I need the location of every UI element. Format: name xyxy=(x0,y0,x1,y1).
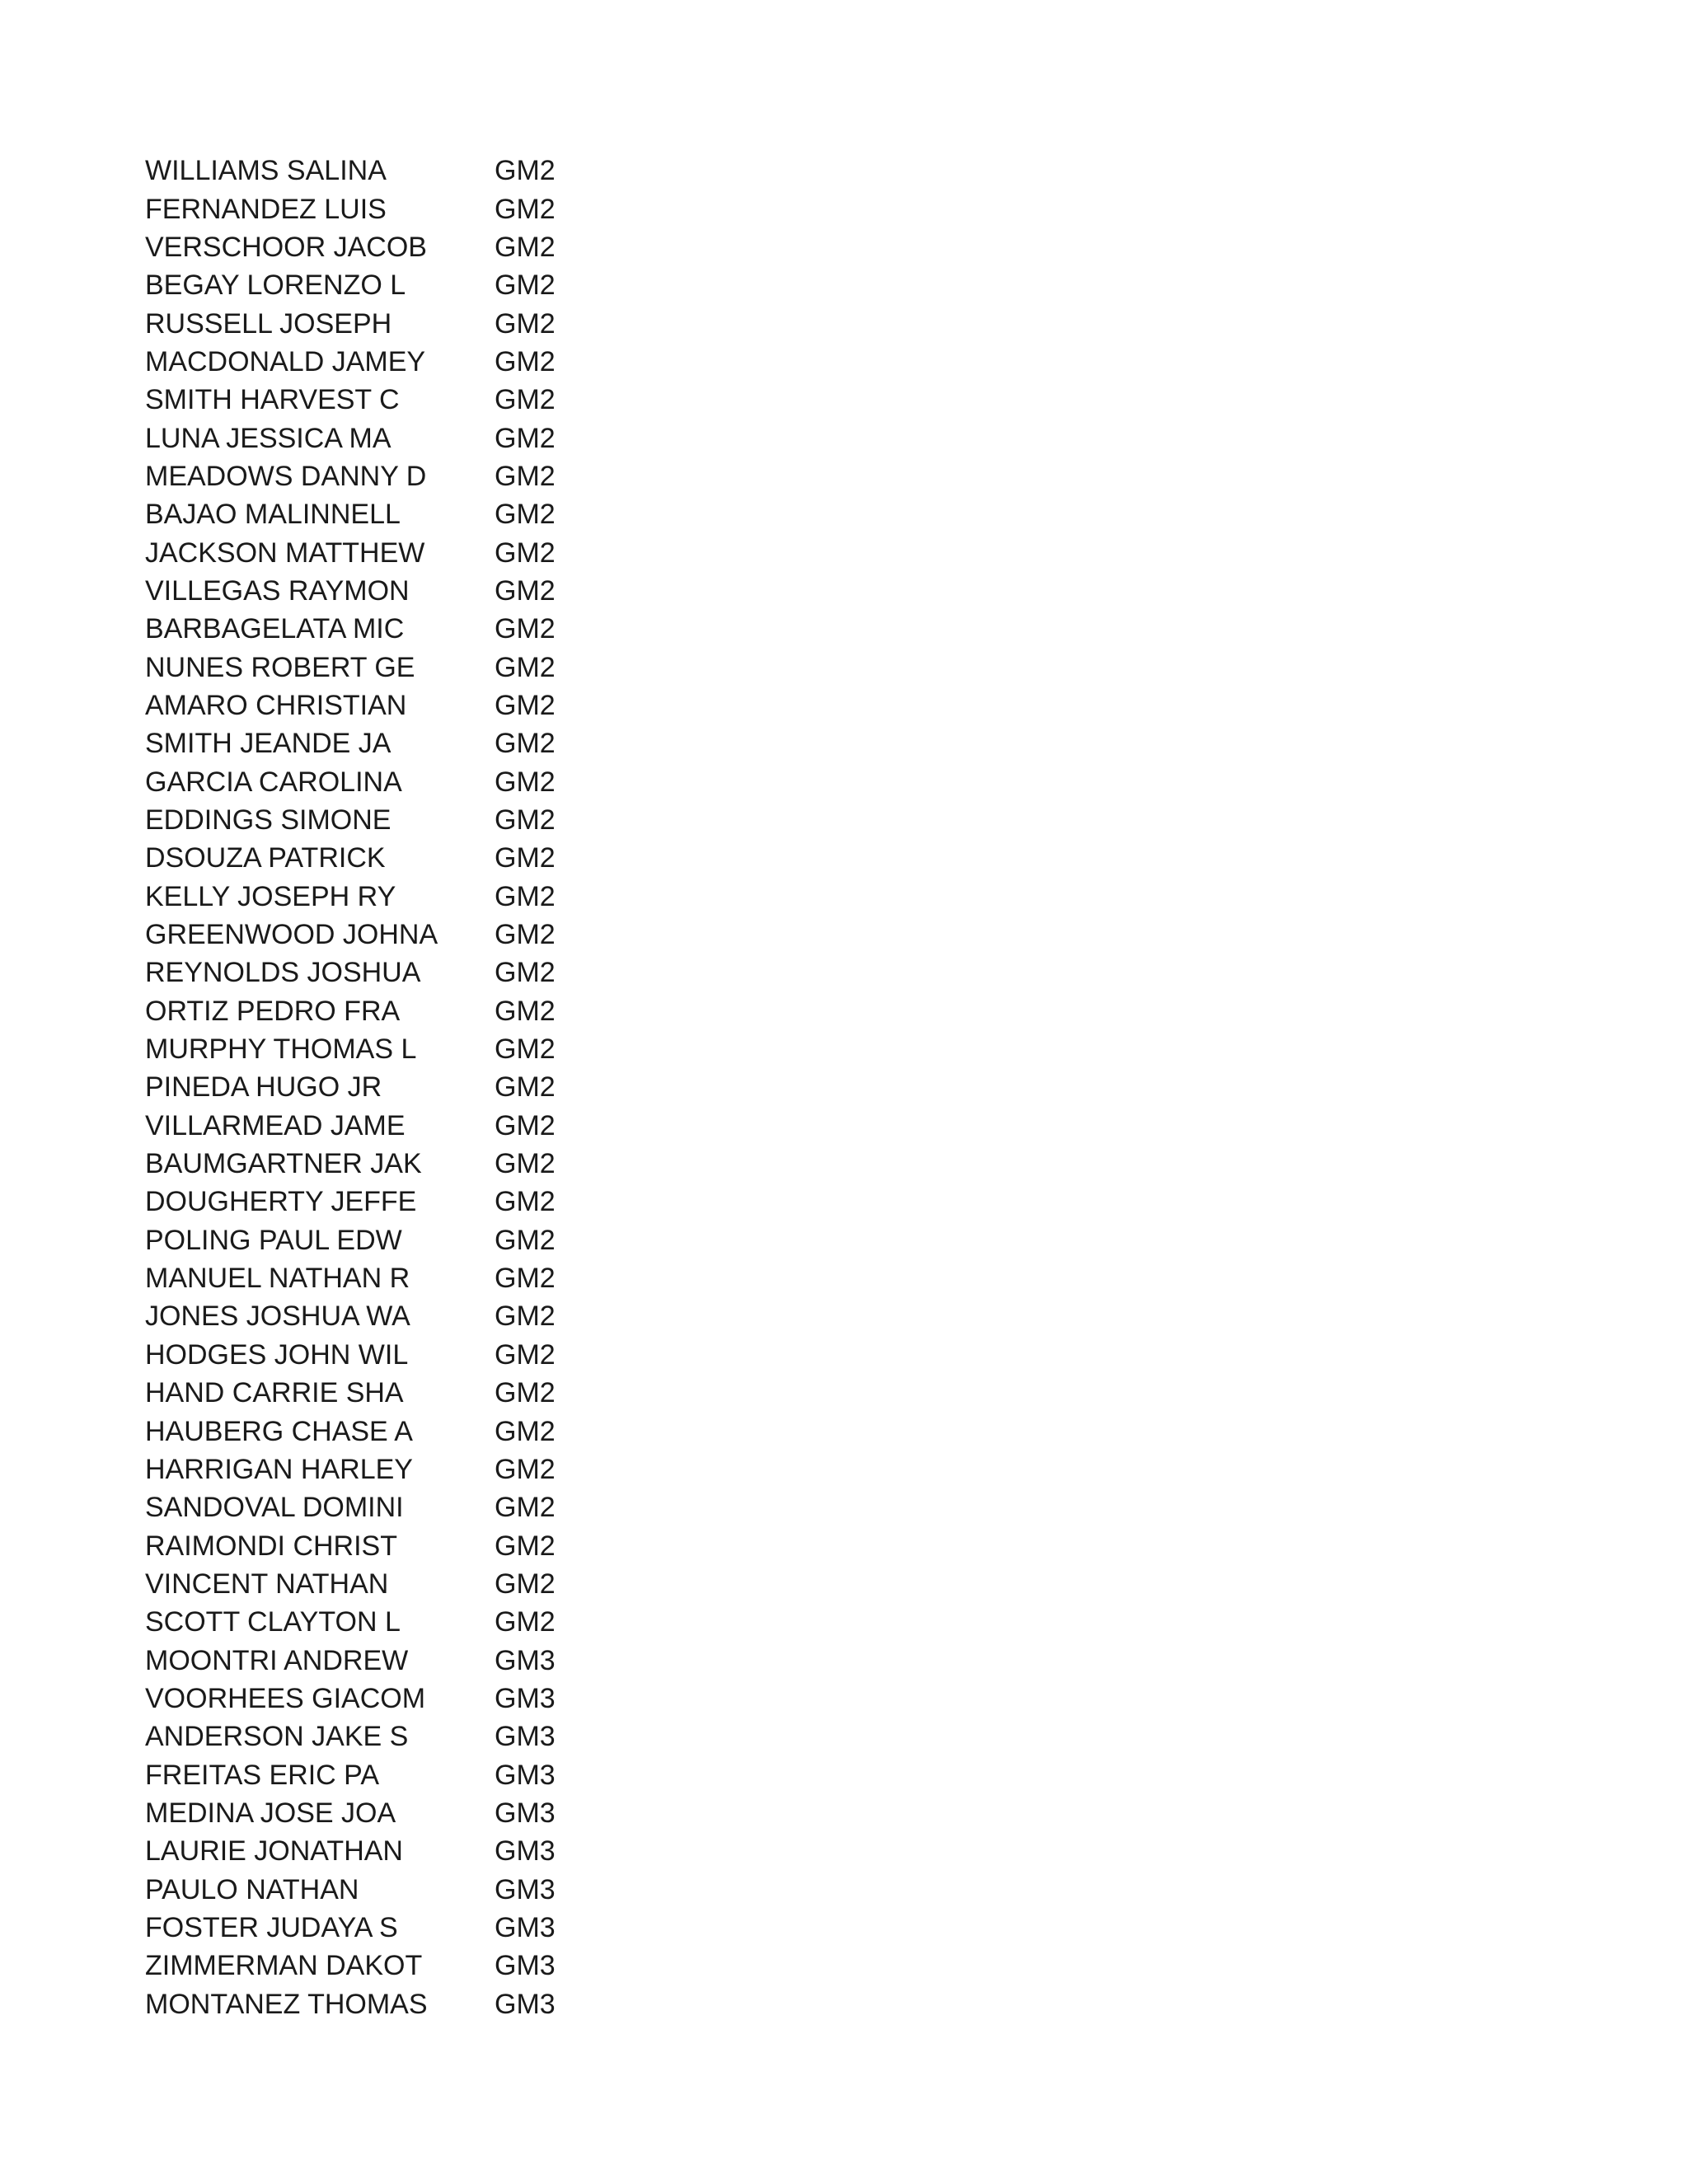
employee-grade: GM3 xyxy=(495,1988,556,2020)
employee-name: BAUMGARTNER JAK xyxy=(145,1148,422,1180)
list-item xyxy=(145,381,722,419)
employee-grade: GM2 xyxy=(495,1224,556,1256)
employee-grade: GM3 xyxy=(495,1721,556,1753)
list-item xyxy=(145,687,722,724)
employee-name: BAJAO MALINNELL xyxy=(145,499,401,531)
list-item xyxy=(145,724,722,762)
employee-name: SMITH JEANDE JA xyxy=(145,728,392,760)
list-item xyxy=(145,610,722,648)
employee-grade: GM3 xyxy=(495,1911,556,1943)
list-item xyxy=(145,916,722,954)
list-item xyxy=(145,1909,722,1947)
employee-grade: GM2 xyxy=(495,1453,556,1485)
list-item xyxy=(145,1526,722,1564)
employee-grade: GM2 xyxy=(495,460,556,492)
employee-name: MACDONALD JAMEY xyxy=(145,345,426,377)
employee-name: MOONTRI ANDREW xyxy=(145,1644,409,1676)
employee-name: BEGAY LORENZO L xyxy=(145,269,406,302)
list-item xyxy=(145,801,722,839)
employee-grade: GM2 xyxy=(495,957,556,989)
employee-name: HAUBERG CHASE A xyxy=(145,1415,413,1447)
list-item xyxy=(145,839,722,877)
list-item xyxy=(145,1374,722,1412)
employee-name: ZIMMERMAN DAKOT xyxy=(145,1950,423,1982)
employee-grade: GM2 xyxy=(495,766,556,798)
employee-name: DSOUZA PATRICK xyxy=(145,842,386,874)
employee-grade: GM2 xyxy=(495,345,556,377)
list-item xyxy=(145,1985,722,2023)
employee-name: JACKSON MATTHEW xyxy=(145,537,425,569)
employee-name: WILLIAMS SALINA xyxy=(145,155,387,187)
list-item xyxy=(145,1107,722,1145)
list-item xyxy=(145,1221,722,1259)
employee-name: EDDINGS SIMONE xyxy=(145,804,392,837)
employee-name: BARBAGELATA MIC xyxy=(145,613,405,645)
list-item xyxy=(145,1451,722,1488)
employee-name: HODGES JOHN WIL xyxy=(145,1338,409,1371)
employee-grade: GM2 xyxy=(495,193,556,225)
employee-grade: GM2 xyxy=(495,880,556,912)
employee-grade: GM2 xyxy=(495,919,556,951)
employee-grade: GM2 xyxy=(495,231,556,263)
employee-name: DOUGHERTY JEFFE xyxy=(145,1186,417,1218)
list-item xyxy=(145,1947,722,1985)
employee-name: HAND CARRIE SHA xyxy=(145,1377,404,1409)
list-item xyxy=(145,1870,722,1908)
employee-name: VOORHEES GIACOM xyxy=(145,1682,426,1714)
employee-name: VINCENT NATHAN xyxy=(145,1568,389,1600)
employee-grade: GM3 xyxy=(495,1644,556,1676)
list-item xyxy=(145,1183,722,1221)
employee-name: SMITH HARVEST C xyxy=(145,384,400,416)
employee-grade: GM2 xyxy=(495,307,556,340)
list-item xyxy=(145,1832,722,1870)
employee-grade: GM2 xyxy=(495,537,556,569)
list-item xyxy=(145,1680,722,1718)
employee-name: LAURIE JONATHAN xyxy=(145,1835,403,1868)
list-item xyxy=(145,648,722,686)
employee-name: FREITAS ERIC PA xyxy=(145,1759,380,1791)
list-item xyxy=(145,572,722,610)
employee-name: MEADOWS DANNY D xyxy=(145,460,427,492)
list-item xyxy=(145,1794,722,1832)
employee-grade: GM2 xyxy=(495,804,556,837)
list-item xyxy=(145,190,722,227)
list-item xyxy=(145,878,722,916)
employee-grade: GM2 xyxy=(495,689,556,721)
employee-grade: GM2 xyxy=(495,995,556,1027)
list-item xyxy=(145,533,722,571)
employee-name: AMARO CHRISTIAN xyxy=(145,689,407,721)
list-item xyxy=(145,992,722,1030)
employee-grade: GM2 xyxy=(495,728,556,760)
employee-name: MANUEL NATHAN R xyxy=(145,1263,410,1295)
employee-grade: GM2 xyxy=(495,1492,556,1524)
list-item xyxy=(145,228,722,266)
list-item xyxy=(145,1336,722,1374)
employee-grade: GM3 xyxy=(495,1797,556,1829)
employee-name: SANDOVAL DOMINI xyxy=(145,1492,404,1524)
list-item xyxy=(145,954,722,991)
employee-name: VERSCHOOR JACOB xyxy=(145,231,427,263)
employee-grade: GM3 xyxy=(495,1835,556,1868)
employee-grade: GM2 xyxy=(495,269,556,302)
roster-list xyxy=(145,152,722,2023)
employee-grade: GM2 xyxy=(495,1568,556,1600)
employee-name: JONES JOSHUA WA xyxy=(145,1301,410,1333)
employee-name: KELLY JOSEPH RY xyxy=(145,880,396,912)
employee-grade: GM2 xyxy=(495,842,556,874)
employee-name: ORTIZ PEDRO FRA xyxy=(145,995,401,1027)
list-item xyxy=(145,343,722,381)
employee-name: VILLEGAS RAYMON xyxy=(145,574,410,607)
employee-name: GREENWOOD JOHNA xyxy=(145,919,438,951)
employee-grade: GM2 xyxy=(495,1301,556,1333)
list-item xyxy=(145,1259,722,1297)
list-item xyxy=(145,266,722,304)
employee-name: LUNA JESSICA MA xyxy=(145,422,392,454)
list-item xyxy=(145,1297,722,1335)
employee-grade: GM2 xyxy=(495,1530,556,1562)
employee-grade: GM2 xyxy=(495,1109,556,1141)
employee-grade: GM2 xyxy=(495,155,556,187)
list-item xyxy=(145,1755,722,1793)
employee-name: SCOTT CLAYTON L xyxy=(145,1606,401,1638)
employee-grade: GM2 xyxy=(495,499,556,531)
employee-name: MEDINA JOSE JOA xyxy=(145,1797,396,1829)
employee-grade: GM2 xyxy=(495,1071,556,1104)
employee-grade: GM2 xyxy=(495,1377,556,1409)
employee-grade: GM2 xyxy=(495,1263,556,1295)
employee-name: PAULO NATHAN xyxy=(145,1873,359,1905)
employee-name: PINEDA HUGO JR xyxy=(145,1071,382,1104)
employee-grade: GM3 xyxy=(495,1759,556,1791)
employee-grade: GM2 xyxy=(495,1148,556,1180)
employee-grade: GM2 xyxy=(495,613,556,645)
list-item xyxy=(145,1145,722,1183)
employee-grade: GM2 xyxy=(495,574,556,607)
employee-grade: GM3 xyxy=(495,1682,556,1714)
employee-name: MURPHY THOMAS L xyxy=(145,1033,417,1066)
employee-name: REYNOLDS JOSHUA xyxy=(145,957,421,989)
employee-name: MONTANEZ THOMAS xyxy=(145,1988,428,2020)
list-item xyxy=(145,1718,722,1755)
list-item xyxy=(145,495,722,533)
employee-name: POLING PAUL EDW xyxy=(145,1224,402,1256)
list-item xyxy=(145,1603,722,1641)
employee-name: GARCIA CAROLINA xyxy=(145,766,402,798)
employee-name: RUSSELL JOSEPH xyxy=(145,307,392,340)
employee-name: FERNANDEZ LUIS xyxy=(145,193,387,225)
employee-grade: GM2 xyxy=(495,1415,556,1447)
employee-grade: GM2 xyxy=(495,651,556,683)
employee-grade: GM3 xyxy=(495,1950,556,1982)
list-item xyxy=(145,152,722,190)
employee-name: VILLARMEAD JAME xyxy=(145,1109,406,1141)
employee-grade: GM2 xyxy=(495,1338,556,1371)
list-item xyxy=(145,1030,722,1068)
list-item xyxy=(145,419,722,457)
list-item xyxy=(145,1068,722,1106)
list-item xyxy=(145,1488,722,1526)
list-item xyxy=(145,1565,722,1603)
list-item xyxy=(145,304,722,342)
list-item xyxy=(145,1412,722,1450)
employee-name: NUNES ROBERT GE xyxy=(145,651,415,683)
employee-grade: GM2 xyxy=(495,422,556,454)
employee-grade: GM3 xyxy=(495,1873,556,1905)
employee-grade: GM2 xyxy=(495,384,556,416)
employee-grade: GM2 xyxy=(495,1606,556,1638)
list-item xyxy=(145,1641,722,1679)
employee-name: ANDERSON JAKE S xyxy=(145,1721,409,1753)
employee-name: FOSTER JUDAYA S xyxy=(145,1911,398,1943)
list-item xyxy=(145,763,722,801)
employee-name: RAIMONDI CHRIST xyxy=(145,1530,397,1562)
list-item xyxy=(145,457,722,495)
employee-grade: GM2 xyxy=(495,1186,556,1218)
employee-grade: GM2 xyxy=(495,1033,556,1066)
employee-name: HARRIGAN HARLEY xyxy=(145,1453,413,1485)
